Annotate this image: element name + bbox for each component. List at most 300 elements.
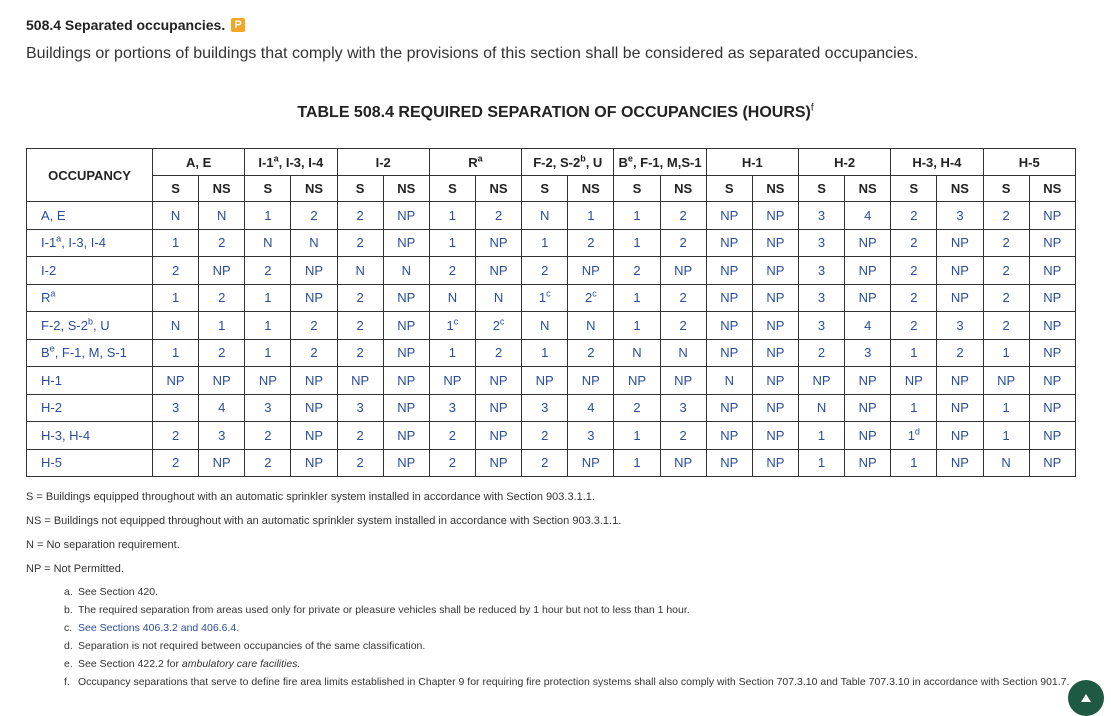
cell-value: 2	[910, 207, 918, 223]
sub-header-s: S	[429, 176, 475, 202]
cell-value: NP	[1043, 455, 1062, 471]
cell-value: 2	[910, 262, 918, 278]
sub-header-s: S	[891, 176, 937, 202]
group-header-text: H-1	[741, 154, 763, 170]
table-cell	[798, 229, 844, 257]
table-cell	[337, 229, 383, 257]
table-cell	[614, 394, 660, 422]
row-label-text: H-1	[41, 372, 62, 388]
group-header-text: A, E	[185, 154, 212, 170]
table-row	[27, 394, 1076, 422]
table-cell	[983, 284, 1029, 312]
cell-value: 1	[587, 207, 595, 223]
cell-value: N	[263, 235, 273, 251]
cell-value: 3	[956, 317, 964, 333]
cell-value: 2	[956, 345, 964, 361]
table-cell	[337, 257, 383, 285]
cell-value: 1	[910, 455, 918, 471]
group-header-text: F-2, S-2	[533, 154, 581, 170]
cell-value: NP	[1043, 262, 1062, 278]
table-title-sup: f	[810, 102, 814, 114]
cell-value: NP	[489, 372, 508, 388]
table-cell	[614, 449, 660, 477]
cell-value: 2	[541, 455, 549, 471]
group-header-rest: , I-3, I-4	[278, 154, 324, 170]
group-header-text: H-2	[834, 154, 856, 170]
table-cell	[383, 284, 429, 312]
table-cell	[706, 449, 752, 477]
cell-value: NP	[1043, 290, 1062, 306]
cell-value: NP	[812, 372, 831, 388]
table-cell	[245, 367, 291, 395]
group-header	[614, 149, 706, 176]
row-label-text: H-2	[41, 400, 62, 416]
row-label-text: I-2	[41, 262, 57, 278]
table-cell	[660, 339, 706, 367]
cell-value: NP	[766, 372, 785, 388]
cell-value: 3	[541, 400, 549, 416]
cell-value: 3	[679, 400, 687, 416]
cell-value: NP	[212, 262, 231, 278]
sub-header-ns: NS	[291, 176, 337, 202]
occupancy-header: OCCUPANCY	[27, 149, 153, 202]
table-cell	[383, 229, 429, 257]
group-header	[429, 149, 521, 176]
row-label	[27, 257, 153, 285]
cell-value: 2	[1002, 207, 1010, 223]
cell-value: NP	[766, 235, 785, 251]
subheader-row	[27, 176, 1076, 202]
cell-value: N	[586, 317, 596, 333]
cell-value: N	[447, 290, 458, 306]
cell-value: NP	[489, 262, 508, 278]
cell-sup: c	[453, 316, 459, 327]
table-cell	[475, 367, 521, 395]
cell-value: NP	[720, 400, 739, 416]
table-cell	[752, 229, 798, 257]
table-cell	[522, 339, 568, 367]
cell-value: NP	[858, 290, 877, 306]
footnote-text: Occupancy separations that serve to define fire area limits established in Chapter 9 for requiring fire protection systems shall also comply with Section 707.3.10 and Table 707.3.10 in accordance with Section 901.7.	[78, 676, 1070, 688]
cell-value: N	[493, 290, 504, 306]
footnote-text: See Section 420.	[78, 586, 158, 598]
table-cell	[706, 284, 752, 312]
cell-value: 1	[171, 235, 180, 251]
row-label-sup: b	[87, 316, 93, 327]
table-cell	[568, 257, 614, 285]
table-cell	[568, 449, 614, 477]
table-cell	[291, 449, 337, 477]
table-cell	[845, 202, 891, 230]
table-cell	[983, 229, 1029, 257]
footnotes	[64, 586, 1079, 694]
footnote[interactable]	[64, 622, 1079, 635]
table-cell	[199, 202, 245, 230]
cell-value: 2	[264, 262, 272, 278]
table-cell	[798, 202, 844, 230]
table-cell	[383, 422, 429, 450]
cell-value: 1	[448, 235, 457, 251]
table-cell	[568, 312, 614, 340]
cell-value: NP	[950, 427, 969, 443]
sub-header-ns: NS	[383, 176, 429, 202]
footnote-letter: a.	[64, 586, 73, 598]
cell-value: NP	[766, 207, 785, 223]
row-label-text: F-2, S-2	[41, 317, 88, 333]
provision-badge[interactable]: P	[231, 18, 245, 32]
table-cell	[983, 312, 1029, 340]
sub-header-s: S	[798, 176, 844, 202]
table-cell	[706, 394, 752, 422]
table-row	[27, 422, 1076, 450]
table-cell	[337, 394, 383, 422]
table-cell	[660, 202, 706, 230]
table-cell	[614, 202, 660, 230]
cell-value: 1	[541, 345, 549, 361]
sub-header-ns: NS	[568, 176, 614, 202]
cell-value: NP	[674, 372, 693, 388]
table-cell	[983, 422, 1029, 450]
table-cell	[983, 449, 1029, 477]
table-cell	[1029, 367, 1075, 395]
cell-value: NP	[1043, 400, 1062, 416]
footnote-italic: ambulatory care facilities.	[181, 658, 301, 670]
table-cell	[845, 394, 891, 422]
cell-value: NP	[766, 455, 785, 471]
table-cell	[153, 257, 199, 285]
table-cell	[245, 312, 291, 340]
table-cell	[245, 257, 291, 285]
cell-value: 1	[817, 427, 826, 443]
table-cell	[337, 367, 383, 395]
cell-value: NP	[212, 372, 231, 388]
cell-value: NP	[950, 262, 969, 278]
cell-value: NP	[397, 372, 416, 388]
table-cell	[337, 202, 383, 230]
separation-table	[26, 148, 1076, 477]
table-cell	[522, 312, 568, 340]
group-header	[522, 149, 614, 176]
table-cell	[798, 312, 844, 340]
table-row	[27, 257, 1076, 285]
row-label-sup: a	[50, 288, 56, 299]
cell-sup: d	[914, 426, 920, 437]
cell-value: 3	[171, 400, 180, 416]
cell-value: 2	[1002, 262, 1010, 278]
table-cell	[153, 449, 199, 477]
cell-value: 1	[1002, 427, 1010, 443]
footnote-letter: f.	[64, 676, 70, 688]
table-cell	[568, 367, 614, 395]
cell-value: NP	[489, 235, 508, 251]
row-label	[27, 394, 153, 422]
cell-value: 2	[584, 290, 593, 306]
table-cell	[1029, 284, 1075, 312]
table-cell	[429, 394, 475, 422]
group-header-sup: a	[273, 153, 279, 164]
table-cell	[568, 394, 614, 422]
cell-value: NP	[950, 455, 969, 471]
table-cell	[983, 367, 1029, 395]
table-cell	[752, 339, 798, 367]
footnote-letter: d.	[64, 640, 73, 652]
cell-value: 2	[218, 235, 226, 251]
cell-value: NP	[535, 372, 554, 388]
cell-value: NP	[397, 235, 416, 251]
table-cell	[199, 394, 245, 422]
cell-value: 3	[587, 427, 595, 443]
table-cell	[983, 339, 1029, 367]
table-cell	[568, 339, 614, 367]
row-label	[27, 312, 153, 340]
cell-value: NP	[397, 345, 416, 361]
table-cell	[245, 202, 291, 230]
cell-value: NP	[720, 290, 739, 306]
cell-value: NP	[720, 207, 739, 223]
cell-value: 2	[492, 317, 500, 333]
table-cell	[568, 284, 614, 312]
cell-value: 3	[817, 290, 826, 306]
table-cell	[199, 339, 245, 367]
table-cell	[798, 394, 844, 422]
table-cell	[845, 284, 891, 312]
cell-value: 2	[310, 317, 318, 333]
row-label	[27, 449, 153, 477]
cell-value: 2	[541, 262, 549, 278]
cell-value: 1	[910, 400, 918, 416]
row-label	[27, 229, 153, 257]
cell-value: NP	[397, 317, 416, 333]
table-cell	[706, 257, 752, 285]
table-cell	[845, 449, 891, 477]
cell-value: 4	[218, 400, 226, 416]
row-label	[27, 422, 153, 450]
table-body	[27, 202, 1076, 477]
sub-header-s: S	[706, 176, 752, 202]
table-cell	[891, 394, 937, 422]
cell-value: 1	[541, 235, 549, 251]
table-cell	[983, 202, 1029, 230]
table-cell	[752, 284, 798, 312]
group-header-sup: e	[627, 153, 633, 164]
cell-value: 2	[171, 455, 180, 471]
table-cell	[153, 229, 199, 257]
cell-value: N	[632, 345, 642, 361]
cell-value: 2	[356, 207, 364, 223]
table-cell	[706, 202, 752, 230]
table-cell	[752, 422, 798, 450]
table-row	[27, 202, 1076, 230]
cell-value: NP	[720, 345, 739, 361]
table-cell	[1029, 394, 1075, 422]
cell-value: 1	[1002, 400, 1010, 416]
table-cell	[245, 422, 291, 450]
table-cell	[660, 312, 706, 340]
cell-value: 2	[679, 317, 687, 333]
cell-value: 2	[679, 427, 687, 443]
cell-value: NP	[443, 372, 462, 388]
table-cell	[891, 257, 937, 285]
cell-value: NP	[950, 372, 969, 388]
table-cell	[614, 312, 660, 340]
cell-value: NP	[950, 235, 969, 251]
row-label-rest: , F-1, M, S-1	[54, 345, 127, 361]
table-cell	[522, 422, 568, 450]
cell-value: NP	[627, 372, 646, 388]
cell-value: 3	[817, 207, 826, 223]
table-row	[27, 339, 1076, 367]
cell-value: 2	[448, 455, 457, 471]
cell-value: 3	[356, 400, 364, 416]
footnote-text: The required separation from areas used only for private or pleasure vehicles shall be reduced by 1 hour but not to less than 1 hour.	[78, 604, 690, 616]
scroll-to-top-button[interactable]	[1068, 680, 1104, 716]
cell-value: N	[1001, 455, 1011, 471]
group-header	[245, 149, 337, 176]
table-cell	[983, 257, 1029, 285]
table-cell	[937, 202, 983, 230]
table-cell	[522, 229, 568, 257]
table-cell	[291, 394, 337, 422]
cell-value: 1	[633, 207, 641, 223]
footnote	[64, 586, 1079, 599]
group-header	[153, 149, 245, 176]
table-cell	[845, 367, 891, 395]
table-cell	[798, 339, 844, 367]
table-cell	[845, 312, 891, 340]
table-cell	[1029, 422, 1075, 450]
table-cell	[337, 422, 383, 450]
cell-value: NP	[304, 290, 324, 306]
table-cell	[429, 449, 475, 477]
cell-value: 2	[541, 427, 549, 443]
table-cell	[706, 339, 752, 367]
cell-value: 1	[264, 317, 272, 333]
cell-value: 3	[817, 317, 826, 333]
cell-value: NP	[397, 290, 416, 306]
cell-value: 2	[633, 400, 641, 416]
cell-value: 1	[264, 290, 272, 306]
table-cell	[245, 394, 291, 422]
table-cell	[752, 257, 798, 285]
group-header-sup: a	[477, 153, 483, 164]
table-cell	[845, 257, 891, 285]
table-cell	[383, 202, 429, 230]
table-cell	[937, 422, 983, 450]
cell-value: 2	[356, 345, 364, 361]
sub-header-ns: NS	[752, 176, 798, 202]
cell-value: NP	[858, 235, 877, 251]
table-cell	[752, 312, 798, 340]
cell-value: 2	[587, 345, 595, 361]
cell-value: NP	[720, 317, 739, 333]
table-cell	[337, 339, 383, 367]
row-label-text: I-1	[41, 235, 57, 251]
cell-value: 2	[356, 317, 364, 333]
table-cell	[153, 284, 199, 312]
cell-value: NP	[1043, 427, 1062, 443]
table-cell	[429, 312, 475, 340]
group-header-text: H-3, H-4	[912, 154, 962, 170]
cell-value: NP	[858, 455, 877, 471]
table-cell	[1029, 202, 1075, 230]
table-cell	[660, 367, 706, 395]
table-cell	[291, 339, 337, 367]
cell-value: 2	[1002, 317, 1010, 333]
cell-value: NP	[674, 455, 693, 471]
cell-value: 2	[171, 427, 180, 443]
table-cell	[383, 367, 429, 395]
group-header-rest: , F-1, M,S-1	[632, 154, 702, 170]
table-cell	[245, 449, 291, 477]
row-label-text: B	[41, 345, 50, 361]
table-cell	[383, 449, 429, 477]
table-cell	[798, 367, 844, 395]
table-cell	[475, 339, 521, 367]
table-cell	[337, 284, 383, 312]
cell-value: 2	[587, 235, 595, 251]
sub-header-s: S	[337, 176, 383, 202]
table-cell	[199, 257, 245, 285]
table-cell	[845, 229, 891, 257]
table-cell	[798, 449, 844, 477]
legend-item: N = No separation requirement.	[26, 539, 180, 551]
table-row	[27, 449, 1076, 477]
table-cell	[937, 394, 983, 422]
table-cell	[475, 449, 521, 477]
table-cell	[383, 394, 429, 422]
table-cell	[337, 312, 383, 340]
legend-item: S = Buildings equipped throughout with an automatic sprinkler system installed in accordance with Section 903.3.1.1.	[26, 491, 595, 503]
cell-value: 2	[264, 455, 272, 471]
cell-value: NP	[397, 455, 416, 471]
cell-value: N	[217, 207, 227, 223]
footnote-text[interactable]: See Sections 406.3.2 and 406.6.4.	[78, 622, 240, 634]
cell-value: 1	[633, 427, 641, 443]
table-cell	[429, 202, 475, 230]
cell-value: NP	[950, 290, 969, 306]
legend-item: NP = Not Permitted.	[26, 563, 124, 575]
cell-value: N	[309, 235, 319, 251]
table-cell	[199, 449, 245, 477]
section-heading	[26, 17, 245, 33]
cell-value: 3	[956, 207, 964, 223]
group-header	[337, 149, 429, 176]
cell-value: 2	[448, 262, 457, 278]
sub-header-ns: NS	[475, 176, 521, 202]
cell-value: 1	[907, 427, 915, 443]
cell-value: NP	[397, 427, 416, 443]
table-cell	[153, 422, 199, 450]
table-cell	[798, 284, 844, 312]
table-cell	[937, 312, 983, 340]
cell-value: N	[170, 317, 181, 333]
group-header-rest: , U	[585, 154, 603, 170]
table-cell	[199, 312, 245, 340]
table-cell	[937, 367, 983, 395]
table-cell	[245, 284, 291, 312]
cell-sup: c	[592, 288, 597, 299]
table-cell	[522, 394, 568, 422]
table-cell	[522, 202, 568, 230]
cell-value: N	[678, 345, 688, 361]
cell-value: NP	[858, 427, 877, 443]
cell-value: 2	[679, 235, 687, 251]
group-header-text: B	[618, 154, 628, 170]
table-cell	[614, 257, 660, 285]
table-cell	[983, 394, 1029, 422]
footnote	[64, 676, 1079, 689]
sub-header-ns: NS	[660, 176, 706, 202]
